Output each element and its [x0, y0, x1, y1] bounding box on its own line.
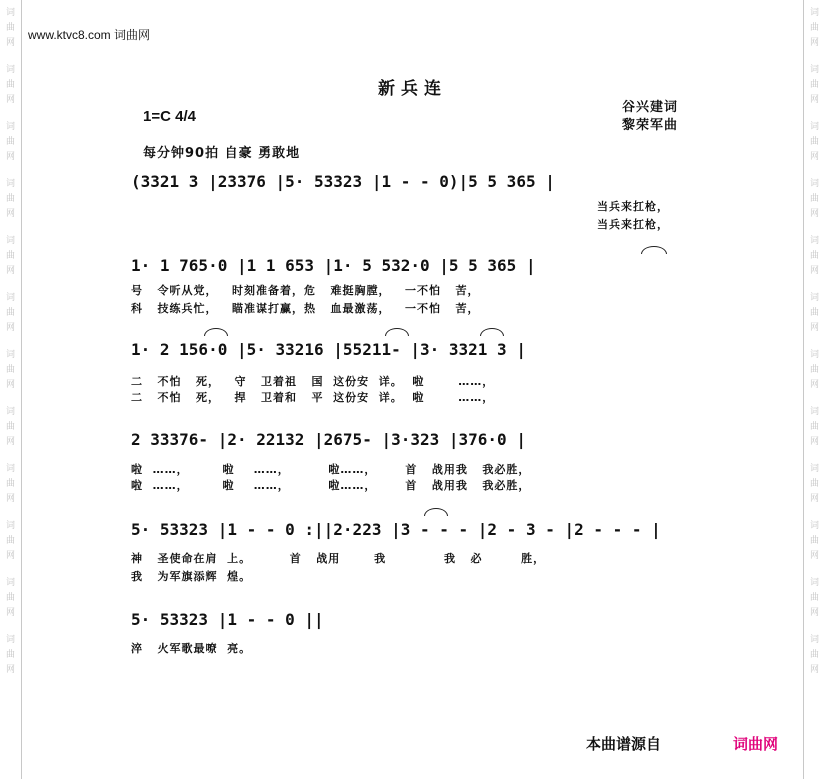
lyric-line-1-verse-2: 当兵来扛枪，: [597, 218, 669, 231]
watermark-block: 词 曲 网: [809, 407, 819, 447]
left-watermark-strip: [0, 0, 22, 779]
lyric-line-2-verse-2: 科 技练兵忙， 瞄准谋打赢，热 血最激荡， 一不怕 苦，: [131, 302, 480, 315]
watermark-block: 词 曲 网: [5, 8, 15, 48]
slur-mark: [424, 508, 448, 516]
watermark-block: 词 曲 网: [809, 122, 819, 162]
watermark-block: 词 曲 网: [809, 521, 819, 561]
notation-line-3: 1· 2 156·0 |5· 33216 |55211- |3· 3321 3 |: [131, 340, 526, 359]
notation-line-1: (3321 3 |23376 |5· 53323 |1 - - 0)|5 5 365 |: [131, 172, 555, 191]
watermark-block: 词 曲 网: [5, 65, 15, 105]
watermark-block: 词 曲 网: [5, 350, 15, 390]
watermark-block: 词 曲 网: [809, 65, 819, 105]
source-label: 本曲谱源自: [586, 735, 662, 753]
lyric-line-4-verse-2: 啦 ……， 啦 ……， 啦……， 首 战用我 我必胜，: [131, 479, 531, 492]
brand-logo-text[interactable]: 词曲网: [733, 735, 779, 753]
site-url: www.ktvc8.com 词曲网: [28, 28, 151, 42]
lyricist-credit: 谷兴建词: [622, 100, 679, 115]
lyric-line-5-verse-2: 我 为军旗添辉 煌。: [131, 570, 252, 583]
watermark-block: 词 曲 网: [5, 635, 15, 675]
tempo-expression: 每分钟90拍 自豪 勇敢地: [143, 146, 301, 161]
watermark-block: 词 曲 网: [5, 407, 15, 447]
watermark-block: 词 曲 网: [5, 521, 15, 561]
lyric-line-1-verse-1: 当兵来扛枪，: [597, 200, 669, 213]
watermark-block: 词 曲 网: [809, 464, 819, 504]
watermark-block: 词 曲 网: [809, 179, 819, 219]
lyric-line-2-verse-1: 号 令听从党， 时刻准备着，危 难挺胸膛， 一不怕 苦，: [131, 284, 480, 297]
watermark-block: 词 曲 网: [809, 8, 819, 48]
watermark-block: 词 曲 网: [5, 179, 15, 219]
notation-line-4: 2 33376- |2· 22132 |2675- |3·323 |376·0 |: [131, 430, 526, 449]
watermark-block: 词 曲 网: [5, 236, 15, 276]
slur-mark: [204, 328, 228, 336]
watermark-block: 词 曲 网: [5, 122, 15, 162]
watermark-block: 词 曲 网: [5, 464, 15, 504]
lyric-line-5-verse-1: 神 圣使命在肩 上。 首 战用 我 我 必 胜，: [131, 552, 546, 565]
notation-line-2: 1· 1 765·0 |1 1 653 |1· 5 532·0 |5 5 365 |: [131, 256, 536, 275]
slur-mark: [385, 328, 409, 336]
watermark-block: 词 曲 网: [809, 236, 819, 276]
lyric-line-3-verse-2: 二 不怕 死， 捍 卫着和 平 这份安 详。 啦 ……，: [131, 391, 495, 404]
composer-credit: 黎荣军曲: [622, 118, 679, 133]
notation-line-5: 5· 53323 |1 - - 0 :||2·223 |3 - - - |2 - 3 - |2 - - - |: [131, 520, 661, 539]
watermark-block: 词 曲 网: [809, 293, 819, 333]
lyric-line-4-verse-1: 啦 ……， 啦 ……， 啦……， 首 战用我 我必胜，: [131, 463, 531, 476]
slur-mark: [641, 246, 667, 254]
watermark-block: 词 曲 网: [809, 350, 819, 390]
watermark-block: 词 曲 网: [809, 578, 819, 618]
song-title: 新兵连: [378, 79, 447, 99]
watermark-block: 词 曲 网: [5, 578, 15, 618]
right-watermark-strip: [803, 0, 825, 779]
watermark-block: 词 曲 网: [809, 635, 819, 675]
watermark-block: 词 曲 网: [5, 293, 15, 333]
lyric-line-3-verse-1: 二 不怕 死， 守 卫着祖 国 这份安 详。 啦 ……，: [131, 375, 495, 388]
notation-line-6: 5· 53323 |1 - - 0 ||: [131, 610, 324, 629]
lyric-line-6-verse-1: 淬 火军歌最嘹 亮。: [131, 642, 252, 655]
key-signature: 1=C 4/4: [143, 108, 196, 125]
slur-mark: [480, 328, 504, 336]
